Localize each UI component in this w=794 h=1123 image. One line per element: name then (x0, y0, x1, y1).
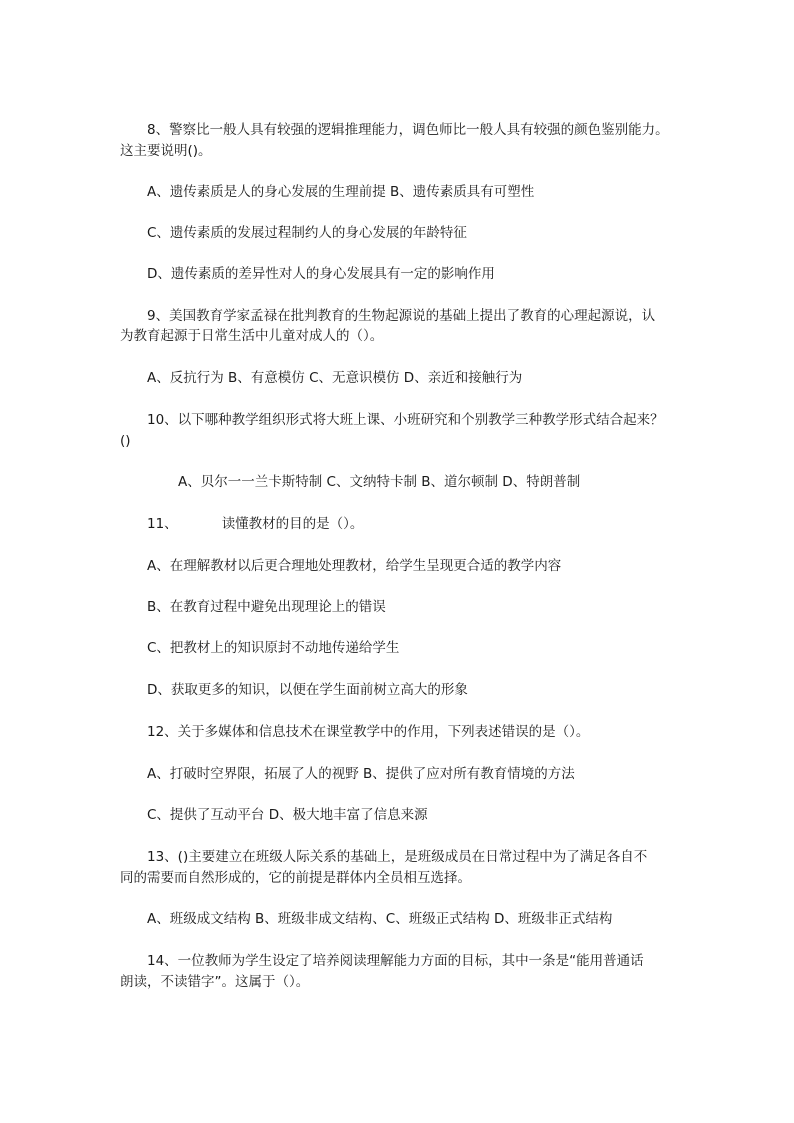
q8-option-d: D、遗传素质的差异性对人的身心发展具有一定的影响作用 (147, 266, 495, 282)
q13-stem-line1: 13、()主要建立在班级人际关系的基础上，是班级成员在日常过程中为了满足各自不 (147, 849, 648, 865)
q8-option-c: C、遗传素质的发展过程制约人的身心发展的年龄特征 (147, 225, 467, 241)
q10-options: A、贝尔一一兰卡斯特制 C、文纳特卡制 B、道尔顿制 D、特朗普制 (178, 474, 581, 490)
q9-stem-line1: 9、美国教育学家孟禄在批判教育的生物起源说的基础上提出了教育的心理起源说，认 (147, 308, 656, 324)
q12-option-ab: A、打破时空界限，拓展了人的视野 B、提供了应对所有教育情境的方法 (147, 766, 575, 782)
q12-stem: 12、关于多媒体和信息技术在课堂教学中的作用，下列表述错误的是（）。 (147, 724, 590, 740)
q11-stem (147, 514, 717, 534)
q12-option-cd: C、提供了互动平台 D、极大地丰富了信息来源 (147, 807, 428, 823)
q11-option-b: B、在教育过程中避免出现理论上的错误 (147, 599, 386, 615)
q11-option-c: C、把教材上的知识原封不动地传递给学生 (147, 640, 400, 656)
q11-option-d: D、获取更多的知识，以便在学生面前树立高大的形象 (147, 682, 468, 698)
q9-options: A、反抗行为 B、有意模仿 C、无意识模仿 D、亲近和接触行为 (147, 370, 523, 386)
q14-stem-line1: 14、一位教师为学生设定了培养阅读理解能力方面的目标，其中一条是“能用普通话 (147, 953, 644, 969)
q8-stem-line2: 这主要说明()。 (120, 143, 212, 159)
q10-stem-line2: () (120, 433, 131, 449)
q11-option-a: A、在理解教材以后更合理地处理教材，给学生呈现更合适的教学内容 (147, 558, 562, 574)
q14-stem-line2: 朗读，不读错字”。这属于（）。 (120, 974, 310, 990)
q8-stem-line1: 8、警察比一般人具有较强的逻辑推理能力，调色师比一般人具有较强的颜色鉴别能力。 (147, 122, 669, 138)
q8-option-ab: A、遗传素质是人的身心发展的生理前提 B、遗传素质具有可塑性 (147, 184, 535, 200)
q11-stem-text: 读懂教材的目的是（）。 (221, 516, 364, 532)
q11-number: 11、 (147, 516, 178, 532)
q9-stem-line2: 为教育起源于日常生活中儿童对成人的（）。 (120, 328, 384, 344)
q10-stem-line1: 10、以下哪种教学组织形式将大班上课、小班研究和个别教学三种教学形式结合起来？ (147, 412, 664, 428)
q13-options: A、班级成文结构 B、班级非成文结构、C、班级正式结构 D、班级非正式结构 (147, 911, 613, 927)
q13-stem-line2: 同的需要而自然形成的，它的前提是群体内全员相互选择。 (120, 870, 471, 886)
